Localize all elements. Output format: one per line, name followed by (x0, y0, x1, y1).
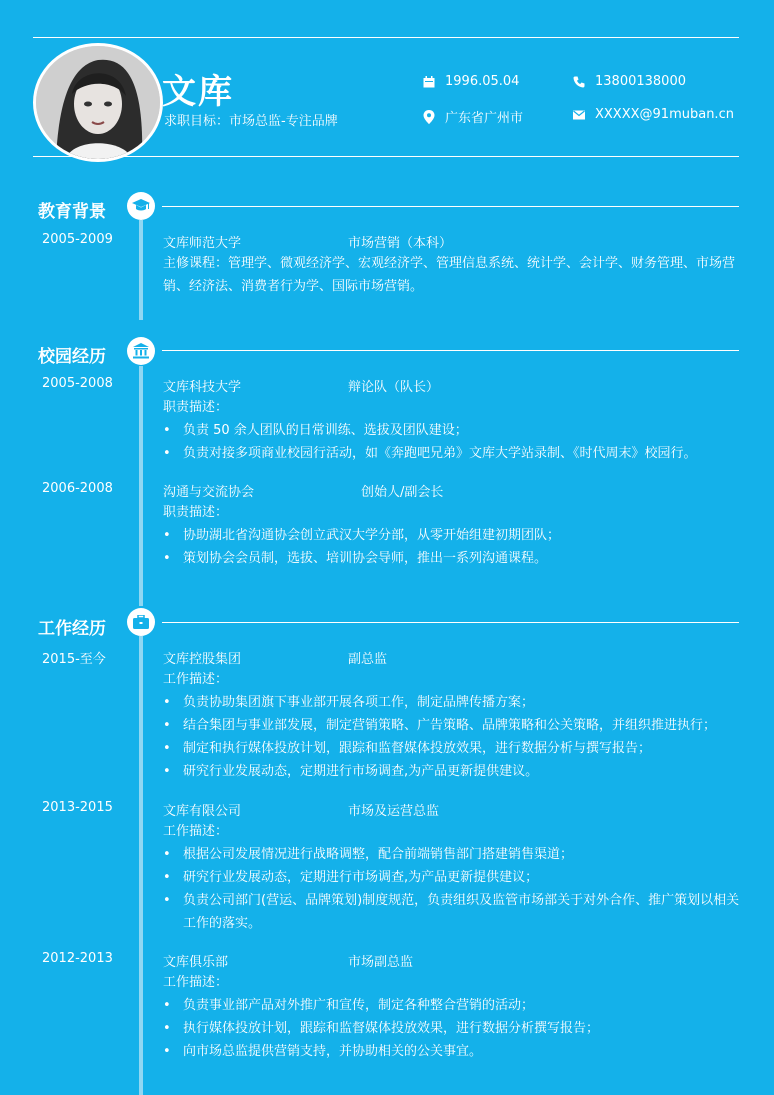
header-top-divider (33, 37, 739, 38)
work-bullet: • 研究行业发展动态，定期进行市场调查,为产品更新提供建议。 (163, 760, 741, 783)
location-text: 广东省广州市 (445, 111, 524, 126)
institution-icon (133, 343, 149, 359)
job-objective: 求职目标：市场总监-专注品牌 (164, 114, 338, 129)
work-bullet: • 结合集团与事业部发展，制定营销策略、广告策略、品牌策略和公关策略，并组织推进执行； (163, 714, 741, 737)
email (573, 107, 734, 122)
avatar (33, 43, 163, 162)
campus-date-1: 2005-2008 (42, 376, 113, 391)
phone-text: 13800138000 (595, 74, 686, 89)
work-bullet: • 根据公司发展情况进行战略调整，配合前端销售部门搭建销售渠道； (163, 843, 741, 866)
campus-role-1: 辩论队（队长） (348, 380, 440, 395)
location (423, 107, 523, 126)
work-date-3: 2012-2013 (42, 951, 113, 966)
education-courses: 主修课程：管理学、微观经济学、宏观经济学、管理信息系统、统计学、会计学、财务管理、市场营销、经济法、消费者行为学、国际市场营销。 (163, 256, 736, 294)
work-title-3: 市场副总监 (348, 955, 414, 970)
work-bullet: • 执行媒体投放计划，跟踪和监督媒体投放效果，进行数据分析撰写报告； (163, 1017, 741, 1040)
work-company-1: 文库控股集团 (163, 652, 242, 667)
work-bullet: • 制定和执行媒体投放计划，跟踪和监督媒体投放效果，进行数据分析与撰写报告； (163, 737, 741, 760)
work-title-1: 副总监 (348, 652, 388, 667)
section-title-work: 工作经历 (38, 619, 106, 639)
education-section-badge (127, 192, 155, 220)
portrait-image (36, 46, 160, 159)
timeline-line-work (139, 636, 143, 1095)
work-bullet: • 负责事业部产品对外推广和宣传，制定各种整合营销的活动； (163, 994, 741, 1017)
education-major: 市场营销（本科） (348, 236, 453, 251)
campus-desc-label-2: 职责描述： (163, 505, 229, 520)
campus-role-2: 创始人/副会长 (361, 485, 444, 500)
timeline-line-education (139, 220, 143, 320)
campus-bullet: • 负责 50 余人团队的日常训练、选拔及团队建设； (163, 419, 741, 442)
section-divider-education (162, 206, 739, 207)
section-title-campus: 校园经历 (38, 347, 106, 367)
location-pin-icon (423, 110, 435, 124)
education-school: 文库师范大学 (163, 236, 242, 251)
candidate-name: 文库 (162, 72, 234, 112)
timeline-line-campus (139, 366, 143, 606)
email-text: XXXXX@91muban.cn (595, 107, 734, 122)
work-bullet: • 研究行业发展动态，定期进行市场调查,为产品更新提供建议； (163, 866, 741, 889)
phone (573, 74, 686, 89)
section-divider-work (162, 622, 739, 623)
phone-icon (573, 76, 585, 88)
work-bullet: • 负责协助集团旗下事业部开展各项工作，制定品牌传播方案； (163, 691, 741, 714)
campus-section-badge (127, 337, 155, 365)
work-section-badge (127, 608, 155, 636)
campus-date-2: 2006-2008 (42, 481, 113, 496)
campus-bullet: • 负责对接多项商业校园行活动，如《奔跑吧兄弟》文库大学站录制、《时代周末》校园行。 (163, 442, 741, 465)
work-desc-label-3: 工作描述： (163, 975, 229, 990)
campus-org-2: 沟通与交流协会 (163, 485, 255, 500)
work-title-2: 市场及运营总监 (348, 804, 440, 819)
campus-desc-label-1: 职责描述： (163, 400, 229, 415)
section-divider-campus (162, 350, 739, 351)
graduation-cap-icon (132, 199, 150, 213)
header-bottom-divider (33, 156, 739, 157)
work-date-2: 2013-2015 (42, 800, 113, 815)
work-bullet: • 负责公司部门(营运、品牌策划)制度规范，负责组织及监管市场部关于对外合作、推广策划以相关工作的落实。 (163, 889, 741, 935)
birth-date (423, 74, 519, 89)
calendar-icon (423, 76, 435, 88)
work-desc-label-2: 工作描述： (163, 824, 229, 839)
campus-bullet: • 策划协会会员制，选拔、培训协会导师，推出一系列沟通课程。 (163, 547, 741, 570)
briefcase-icon (133, 615, 149, 629)
mail-icon (573, 110, 585, 120)
education-date: 2005-2009 (42, 232, 113, 247)
work-company-2: 文库有限公司 (163, 804, 242, 819)
section-title-education: 教育背景 (38, 202, 106, 222)
work-company-3: 文库俱乐部 (163, 955, 229, 970)
work-bullet: • 向市场总监提供营销支持，并协助相关的公关事宜。 (163, 1040, 741, 1063)
work-desc-label-1: 工作描述： (163, 672, 229, 687)
birth-date-text: 1996.05.04 (445, 74, 520, 89)
work-date-1: 2015-至今 (42, 652, 106, 667)
campus-bullet: • 协助湖北省沟通协会创立武汉大学分部，从零开始组建初期团队； (163, 524, 741, 547)
campus-org-1: 文库科技大学 (163, 380, 242, 395)
